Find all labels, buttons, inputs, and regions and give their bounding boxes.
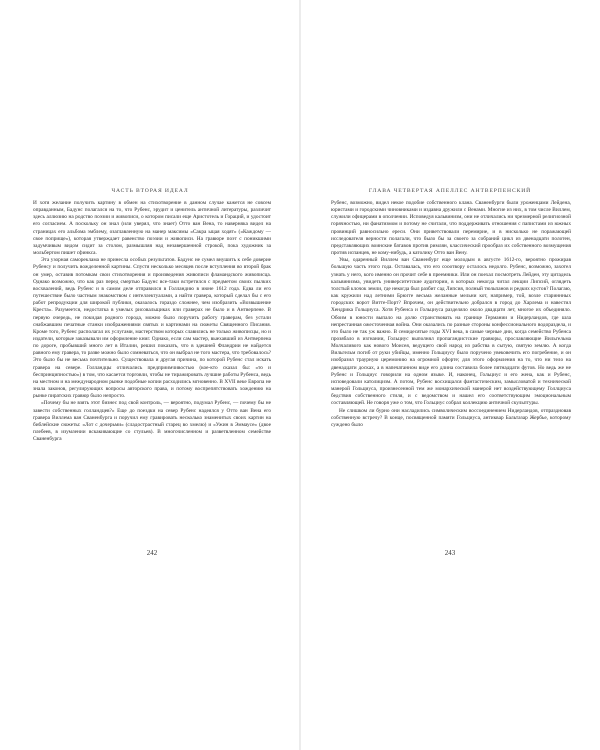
right-page-number: 243 <box>444 549 456 557</box>
right-text-block <box>331 200 571 545</box>
right-running-head: ГЛАВА ЧЕТВЕРТАЯ АПЕЛЛЕС АНТВЕРПЕНСКИЙ <box>368 188 532 194</box>
left-running-head: ЧАСТЬ ВТОРАЯ ИДЕАЛ <box>111 188 189 194</box>
right-paragraph-2: Увы, одаренный Виллем ван Сваненбург еще молодым в августе 1612-го, вероятно прожирав большую часть этого года. Оставалась, что его сооотвору осталось недолго. Рубенс, возможно, захотел узнать у него, кого именно он прочит себе в преемники. Или он поехал посмотреть Лейден, эту цитадель кальвинизма, увидеть университетские аудитории, в которых некогда читал лекции Липсий, оглядеть толстый клочок земли, где некогда был разбит сад Липсия, полный тюльпанов и редких кустов? Полагаю, как кружили над летними Брюгге весьма желанные мельни кот, например, той, возле стариннных городских ворот Витте-Порт? Впрочем, он действительно добрался в город до Харлема и навестил Хендрика Гольциуса. Хотя Рубенса и Гольциуса разделяло около двадцати лет, многое их объединяло. Обоим в юности выпало на долю странствовать на границе Германии и Нидерландов, где шла непрестанная ожесточенная война. Они оказались по разные стороны конфессионального водораздела, и это было не так уж важно. В семидесятые годы XVI века, в самые черные дни, когда семейство Рубенса прозябало в изгнании, Гольциус выполнял пропагандистские гравюры, прославляющие Вильгельма Молчаливого как нового Моисея, ведущего свой народ из рабства в сытую, святую землю. А когда Вильгельм погиб от руки убийцы, именно Гольциусу было поручено увековечить его погребение, и он изобразил траурную церемонию на огромной офорте; для этого оформления на то, что ни тело на двенадцати досках, а в напечатанном виде его длина составила более пятнадцати футов. Но ведь же не Рубенс и Гольциус говорили на одном языке. И, наконец, Гольциус и его жена, как и Рубенс, исповедовали католицизм. А потом, Рубенс восхищался фантастическим, замысловатой и технической манерой Гольциуса, произнесенной тем же монархической манерой нет воздействующему Голлциуса бедствия собственного стиля, и с ведомством и нашел его соответствующим эмоциональным составляющей. Не говоря уже о том, что Гольциус собрал коллекцию античной скульптуры. <box>331 257 571 407</box>
left-paragraph-1: И хотя желание получить картину в обмен на стихотворение в данном случае кажется не совсем оправданным, Бадунс полагался на то, что Рубенс, эрудит и ценитель античной литературы, различит здесь аллюзию на родство поэзии и живописи, о котором писали еще Аристотель и Гораций, и удостоит его согласием. А поскольку он знал (или уверял, что знает) Отто ван Вена, то наверняка видел на страницах его альбома эмблему, озаглавленную на манер максимы «Сакра ыцая ходят» («Каждому — свое поприще»), которая утверждает равенство поэзии и живописи. На гравюре поэт с поникшими задумчивым видом сидит за столом, размышляя над незавершенной строкой, пока художник за мольбертом пишет сфинкса. <box>33 200 271 257</box>
left-text-block <box>33 200 271 545</box>
left-paragraph-2: Эта узорная саморекламa не принесла особых результатов. Бадунс не сумел внушить к себе доверие Рубенсу и получить вожделенной картины. Спустя несколько месяцев после вступления во второй брак он умер, оставив потомкам свои стихотворения и произведения живописи фламандского живописца. Однако возможно, что как раз перед смертью Бадунс все-таки встретился с предметом своих пылких восхвалений, ведь Рубенс и в самом деле отправился в Голландию в июне 1612 года. Едва ли его путешествие было частным знакомством с интеллектуалами, а найти гравера, который сделал бы с его работ репродукции для широкой публики, оказалось гораздо сложнее, чем изобразить «Возвышение Креста». Разумеется, недостатка в умелых рисовальщиках или граверах не было и в Антверпене. В первую очередь, не покидая родного города, можно было поручить работу граверам, без устали снабжавшим печатные станки изображениями святых и картинами на сюжеты Священного Писания. Кроме того, Рубенс располагал их услугами, мастерством которых славились не только живописцы, но и издатели, которые заказывали им оформление книг. Однако, если сам мастер, выехавший из Антверпена по дороге, пробывший много лет в Италии, решил показать, что в здешней Фландрии не найдется равного ему гравера, то разве можно было сомневаться, что он выбрал не того мастера, что требовалось? Это было бы не весьма почтительно. Существовала и другая причина, по которой Рубенс стал искать гравера на севере. Голландцы отличались предприимчивостью (кое-кто сказал бы: «то и беспринципностью») в том, что касается торговли, чтобы не тиражировать лучшие работы Рубенса, ведь на местном и на международном рынке подобные копии расходились мгновенно. В XVII веке Европа не знала законов, регулирующих вопросы авторского права, и потому воспрепятствовать хождению на рынке пиратских гравюр было непросто. <box>33 257 271 400</box>
right-paragraph-1: Рубенс, возможно, видел некое подобие собственного клана. Сваненбурги были уроженцами Лейдена, юристами и городскими чиновниками и издавна дружили с Венами. Многие из них, в том числе Виллем, служили офицерами в ополчении. Исповедуя кальвинизм, они не отличались ни чрезмерной религиозной горячностью, ни фанатизмом и потому не считали, что поддерживать отношения с папистами из южных провинций равносильно ереси. Они приветствовали перемирие, и в нисколько не поражающей исследователя верности полагали, что было бы за своего за собраний цикл из двенадцати полотен, представляющих воинские батавов против римлян, классический прообраз их собственного возмущения против испанцев, не кому-нибудь, а католику Отто ван Вену. <box>331 200 571 257</box>
left-paragraph-3: «Почему бы не взять этот бизнес под свой контроль, — вероятно, подумал Рубенс, — почему бы не завести собственных голландцев?» Еще до поездки на север Рубенс надеялся у Отто ван Вена его гравера Виллема ван Сваненбурга и поручил ему гравировать несколько знаменитых своих картин на библейские сюжеты: «Лот с дочерьми» (сладострастный старец во хмелю) и «Ужин в Эммаусе» (двое плебеев, в изумлении вскакивающие со стульев). В многочисленном и разветвленном семействе Сваненбурга <box>33 400 271 443</box>
right-paragraph-3: Не слишком ли бурно они насладились символическим воссоединением Нидерландов, отпраздновав собственную встречу? В конце, посвященной памяти Гольциуса, антиквар Бальтазар Жербье, которому суждено было <box>331 407 571 428</box>
right-page <box>300 0 600 750</box>
left-page-number: 242 <box>146 549 158 557</box>
